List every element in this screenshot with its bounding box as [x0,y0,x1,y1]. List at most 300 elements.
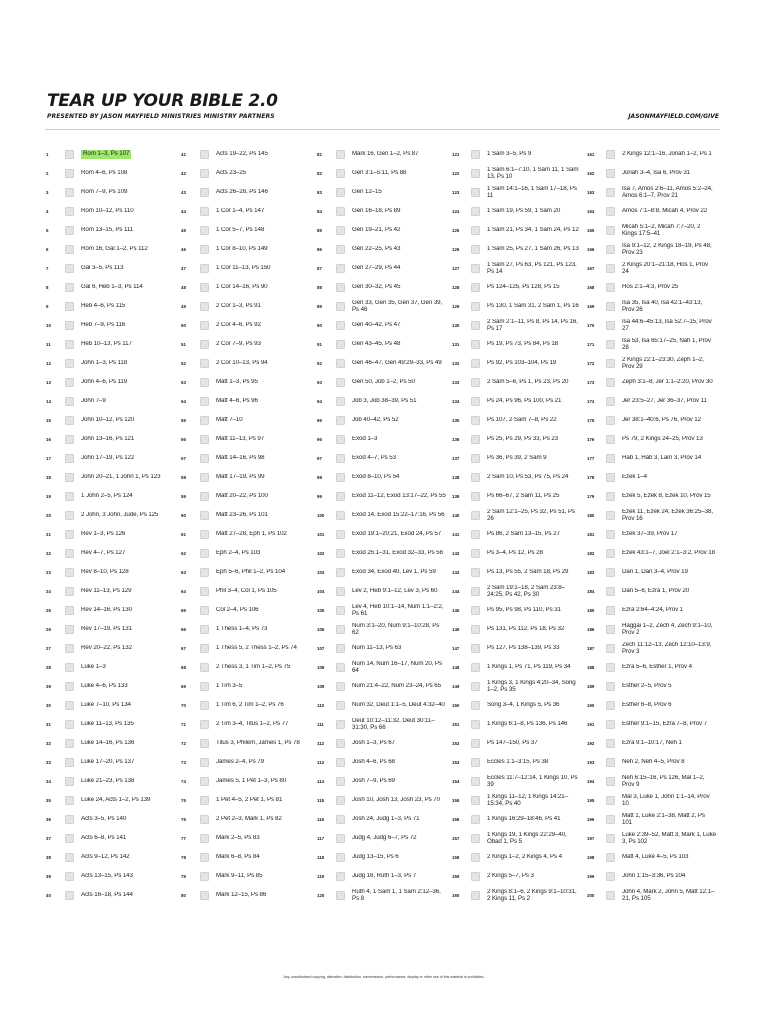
day-checkbox[interactable] [471,264,480,273]
day-checkbox[interactable] [606,568,615,577]
day-checkbox[interactable] [336,283,345,292]
day-checkbox[interactable] [471,891,480,900]
day-checkbox[interactable] [606,188,615,197]
day-checkbox[interactable] [200,625,209,634]
day-checkbox[interactable] [471,739,480,748]
day-checkbox[interactable] [200,777,209,786]
day-checkbox[interactable] [65,834,74,843]
day-checkbox[interactable] [200,511,209,520]
day-checkbox[interactable] [65,245,74,254]
day-checkbox[interactable] [471,188,480,197]
day-checkbox[interactable] [65,758,74,767]
day-checkbox[interactable] [606,378,615,387]
day-checkbox[interactable] [200,492,209,501]
reading-day-row [180,791,314,810]
day-checkbox[interactable] [471,492,480,501]
reading-day-row [316,392,450,411]
reading-text: Micah 5:1–2, Micah 7:7–20, 2 Kings 17:5–41 [622,223,701,237]
day-checkbox[interactable] [336,644,345,653]
day-checkbox[interactable] [65,701,74,710]
day-checkbox[interactable] [65,283,74,292]
reading-day-row [586,411,720,430]
day-number: 25 [46,608,51,613]
day-checkbox[interactable] [336,872,345,881]
day-checkbox[interactable] [200,530,209,539]
reading-column [451,145,585,905]
day-checkbox[interactable] [606,207,615,216]
day-checkbox[interactable] [65,777,74,786]
day-checkbox[interactable] [606,739,615,748]
day-checkbox[interactable] [336,701,345,710]
reading-day-row [451,373,585,392]
day-checkbox[interactable] [200,796,209,805]
day-checkbox[interactable] [471,169,480,178]
day-checkbox[interactable] [336,264,345,273]
day-checkbox[interactable] [65,872,74,881]
day-checkbox[interactable] [200,587,209,596]
day-checkbox[interactable] [200,321,209,330]
day-checkbox[interactable] [336,549,345,558]
day-checkbox[interactable] [200,568,209,577]
day-checkbox[interactable] [606,815,615,824]
day-checkbox[interactable] [606,397,615,406]
reading-day-row [451,867,585,886]
reading-text: Rom 13–15, Ps 111 [81,227,134,234]
day-checkbox[interactable] [336,758,345,767]
day-number: 116 [317,817,325,822]
day-number: 105 [317,608,325,613]
day-checkbox[interactable] [471,302,480,311]
day-checkbox[interactable] [200,701,209,710]
day-checkbox[interactable] [471,150,480,159]
day-checkbox[interactable] [200,302,209,311]
day-checkbox[interactable] [65,340,74,349]
day-number: 66 [181,627,186,632]
day-number: 121 [452,152,460,157]
day-checkbox[interactable] [65,853,74,862]
reading-text: Gen 43–45, Ps 48 [352,341,401,348]
reading-text: Ps 92, Ps 103–104, Ps 19 [487,360,557,367]
day-number: 181 [587,532,595,537]
day-number: 194 [587,779,595,784]
reading-day-row [586,810,720,829]
reading-day-row [586,259,720,278]
day-number: 23 [46,570,51,575]
day-checkbox[interactable] [200,226,209,235]
reading-day-row [316,734,450,753]
day-number: 193 [587,760,595,765]
day-checkbox[interactable] [471,568,480,577]
reading-day-row [45,544,179,563]
reading-day-row [451,335,585,354]
day-checkbox[interactable] [65,207,74,216]
day-checkbox[interactable] [65,321,74,330]
day-number: 56 [181,437,186,442]
day-checkbox[interactable] [606,777,615,786]
day-number: 133 [452,380,460,385]
day-checkbox[interactable] [471,530,480,539]
reading-day-row [316,506,450,525]
reading-day-row [180,658,314,677]
reading-text: 1 Cor 14–16, Ps 90 [216,284,268,291]
day-checkbox[interactable] [336,378,345,387]
day-checkbox[interactable] [200,549,209,558]
day-checkbox[interactable] [200,682,209,691]
day-checkbox[interactable] [336,777,345,786]
day-checkbox[interactable] [606,891,615,900]
day-checkbox[interactable] [200,606,209,615]
day-checkbox[interactable] [200,720,209,729]
day-checkbox[interactable] [471,758,480,767]
day-checkbox[interactable] [65,397,74,406]
day-number: 75 [181,798,186,803]
day-checkbox[interactable] [471,473,480,482]
reading-day-row [45,278,179,297]
day-checkbox[interactable] [336,188,345,197]
day-checkbox[interactable] [65,644,74,653]
day-checkbox[interactable] [65,511,74,520]
day-checkbox[interactable] [606,340,615,349]
day-checkbox[interactable] [336,340,345,349]
day-checkbox[interactable] [65,682,74,691]
day-checkbox[interactable] [200,853,209,862]
day-checkbox[interactable] [336,739,345,748]
day-checkbox[interactable] [471,834,480,843]
day-checkbox[interactable] [200,815,209,824]
day-number: 140 [452,513,460,518]
day-checkbox[interactable] [200,644,209,653]
reading-day-row [586,202,720,221]
reading-day-row [316,373,450,392]
day-number: 15 [46,418,51,423]
day-checkbox[interactable] [200,872,209,881]
reading-day-row [45,848,179,867]
day-checkbox[interactable] [65,302,74,311]
day-number: 173 [587,380,595,385]
day-checkbox[interactable] [200,188,209,197]
day-checkbox[interactable] [65,226,74,235]
day-checkbox[interactable] [336,530,345,539]
day-checkbox[interactable] [336,587,345,596]
day-checkbox[interactable] [606,625,615,634]
day-checkbox[interactable] [200,397,209,406]
day-checkbox[interactable] [471,815,480,824]
reading-day-row [180,696,314,715]
day-checkbox[interactable] [65,435,74,444]
day-checkbox[interactable] [471,378,480,387]
day-checkbox[interactable] [336,625,345,634]
day-number: 8 [46,285,49,290]
reading-text: Esther 2–5, Prov 5 [622,683,672,690]
day-number: 31 [46,722,51,727]
day-checkbox[interactable] [200,416,209,425]
day-checkbox[interactable] [606,511,615,520]
reading-text: Matt 20–22, Ps 100 [216,493,268,500]
day-checkbox[interactable] [471,549,480,558]
day-checkbox[interactable] [336,302,345,311]
day-checkbox[interactable] [65,606,74,615]
day-checkbox[interactable] [606,473,615,482]
day-checkbox[interactable] [65,587,74,596]
day-checkbox[interactable] [65,720,74,729]
day-checkbox[interactable] [200,663,209,672]
day-checkbox[interactable] [336,853,345,862]
day-number: 50 [181,323,186,328]
day-checkbox[interactable] [471,454,480,463]
reading-day-row [316,791,450,810]
day-checkbox[interactable] [471,606,480,615]
day-checkbox[interactable] [471,397,480,406]
day-number: 159 [452,874,460,879]
reading-day-row [586,240,720,259]
day-checkbox[interactable] [336,720,345,729]
day-checkbox[interactable] [336,682,345,691]
day-checkbox[interactable] [65,264,74,273]
day-checkbox[interactable] [606,454,615,463]
reading-text: Exod 14, Exod 15:22–17:16, Ps 56 [352,512,445,519]
reading-text: Ezra 5–6, Esther 1, Prov 4 [622,664,692,671]
day-checkbox[interactable] [471,321,480,330]
reading-day-row [45,791,179,810]
day-checkbox[interactable] [65,416,74,425]
day-number: 36 [46,817,51,822]
day-checkbox[interactable] [336,568,345,577]
reading-text: Neh 2, Neh 4–5, Prov 8 [622,759,685,766]
reading-text: 1 Cor 11–13, Ps 150 [216,265,271,272]
day-checkbox[interactable] [336,169,345,178]
day-checkbox[interactable] [65,891,74,900]
day-number: 170 [587,323,595,328]
day-number: 152 [452,741,460,746]
day-checkbox[interactable] [65,473,74,482]
day-checkbox[interactable] [65,568,74,577]
reading-day-row [45,886,179,905]
day-checkbox[interactable] [606,226,615,235]
day-checkbox[interactable] [471,587,480,596]
day-checkbox[interactable] [606,283,615,292]
day-checkbox[interactable] [606,302,615,311]
day-checkbox[interactable] [606,264,615,273]
day-checkbox[interactable] [471,359,480,368]
day-checkbox[interactable] [200,169,209,178]
day-checkbox[interactable] [336,834,345,843]
day-checkbox[interactable] [336,397,345,406]
day-checkbox[interactable] [471,245,480,254]
day-checkbox[interactable] [606,872,615,881]
day-checkbox[interactable] [200,340,209,349]
day-checkbox[interactable] [471,720,480,729]
day-checkbox[interactable] [606,663,615,672]
day-checkbox[interactable] [471,682,480,691]
reading-day-row [586,829,720,848]
reading-text: John 10–12, Ps 120 [81,417,135,424]
day-checkbox[interactable] [336,663,345,672]
reading-day-row [586,145,720,164]
day-checkbox[interactable] [200,207,209,216]
day-checkbox[interactable] [200,264,209,273]
day-checkbox[interactable] [200,834,209,843]
day-checkbox[interactable] [606,644,615,653]
day-checkbox[interactable] [471,226,480,235]
day-checkbox[interactable] [65,492,74,501]
day-checkbox[interactable] [200,758,209,767]
day-checkbox[interactable] [606,758,615,767]
reading-text: John 17–19, Ps 122 [81,455,135,462]
day-checkbox[interactable] [471,625,480,634]
day-checkbox[interactable] [471,435,480,444]
day-checkbox[interactable] [471,853,480,862]
day-checkbox[interactable] [200,435,209,444]
day-checkbox[interactable] [336,606,345,615]
day-checkbox[interactable] [471,777,480,786]
day-number: 169 [587,304,595,309]
day-checkbox[interactable] [336,416,345,425]
reading-text: 2 Sam 2:1–11, Ps 8, Ps 14, Ps 16, Ps 17 [487,318,578,332]
reading-text: Dan 1, Dan 3–4, Prov 19 [622,569,688,576]
day-checkbox[interactable] [606,853,615,862]
day-checkbox[interactable] [336,359,345,368]
day-checkbox[interactable] [336,511,345,520]
day-checkbox[interactable] [471,872,480,881]
reading-day-row [586,430,720,449]
day-checkbox[interactable] [606,492,615,501]
day-checkbox[interactable] [606,834,615,843]
day-checkbox[interactable] [65,815,74,824]
day-checkbox[interactable] [606,169,615,178]
reading-day-row [180,886,314,905]
reading-text: 2 Sam 19:1–18, 2 Sam 23:8–24:25, Ps 42, Ps 30 [487,584,565,598]
day-checkbox[interactable] [65,549,74,558]
reading-day-row [586,506,720,525]
reading-text: Ps 127, Ps 138–139, Ps 33 [487,645,560,652]
day-checkbox[interactable] [336,321,345,330]
day-number: 82 [317,171,322,176]
day-checkbox[interactable] [65,663,74,672]
day-checkbox[interactable] [65,796,74,805]
day-checkbox[interactable] [336,492,345,501]
day-checkbox[interactable] [336,891,345,900]
day-checkbox[interactable] [471,511,480,520]
day-checkbox[interactable] [606,796,615,805]
day-checkbox[interactable] [200,473,209,482]
day-number: 78 [181,855,186,860]
day-number: 59 [181,494,186,499]
reading-text: Matt 27–28, Eph 1, Ps 102 [216,531,287,538]
day-checkbox[interactable] [65,530,74,539]
day-checkbox[interactable] [200,359,209,368]
day-number: 79 [181,874,186,879]
day-checkbox[interactable] [65,625,74,634]
day-checkbox[interactable] [200,283,209,292]
day-checkbox[interactable] [606,606,615,615]
reading-day-row [451,639,585,658]
day-checkbox[interactable] [336,435,345,444]
reading-day-row [586,335,720,354]
reading-day-row [45,468,179,487]
give-link[interactable]: JASONMAYFIELD.COM/GIVE [628,113,719,120]
day-checkbox[interactable] [606,682,615,691]
day-checkbox[interactable] [200,454,209,463]
day-checkbox[interactable] [65,378,74,387]
reading-text: Jer 23:5–27, Jer 36–37, Prov 11 [622,398,707,405]
day-checkbox[interactable] [65,359,74,368]
day-checkbox[interactable] [606,321,615,330]
day-checkbox[interactable] [606,245,615,254]
day-checkbox[interactable] [200,245,209,254]
day-checkbox[interactable] [200,891,209,900]
reading-text: Luke 7–10, Ps 134 [81,702,131,709]
day-checkbox[interactable] [336,226,345,235]
day-checkbox[interactable] [65,454,74,463]
day-number: 189 [587,684,595,689]
day-checkbox[interactable] [336,454,345,463]
reading-text: Ps 19, Ps 73, Ps 84, Ps 18 [487,341,559,348]
day-checkbox[interactable] [606,435,615,444]
day-number: 179 [587,494,595,499]
reading-text: Neh 6:15–16, Ps 126, Mal 1–2, Prov 9 [622,774,705,788]
day-checkbox[interactable] [336,473,345,482]
day-checkbox[interactable] [606,150,615,159]
reading-text: Gen 50, Job 1–2, Ps 50 [352,379,415,386]
day-checkbox[interactable] [471,663,480,672]
reading-text: Ps 86, 2 Sam 13–15, Ps 27 [487,531,560,538]
reading-text: 1 Sam 14:1–16, 1 Sam 17–18, Ps 11 [487,185,577,199]
day-checkbox[interactable] [606,530,615,539]
reading-text: Judg 16, Ruth 1–3, Ps 7 [352,873,417,880]
day-checkbox[interactable] [65,739,74,748]
reading-day-row [45,316,179,335]
day-number: 180 [587,513,595,518]
day-number: 10 [46,323,51,328]
day-checkbox[interactable] [336,207,345,216]
day-checkbox[interactable] [606,587,615,596]
reading-text: Eph 2–4, Ps 103 [216,550,261,557]
day-checkbox[interactable] [606,720,615,729]
day-number: 93 [317,380,322,385]
day-checkbox[interactable] [471,701,480,710]
day-checkbox[interactable] [471,207,480,216]
day-checkbox[interactable] [200,378,209,387]
day-number: 198 [587,855,595,860]
day-checkbox[interactable] [606,416,615,425]
reading-text: 1 Sam 19, Ps 59, 1 Sam 20 [487,208,561,215]
day-checkbox[interactable] [471,416,480,425]
day-checkbox[interactable] [471,283,480,292]
day-number: 130 [452,323,460,328]
reading-day-row [451,677,585,696]
day-checkbox[interactable] [336,796,345,805]
day-checkbox[interactable] [336,150,345,159]
day-checkbox[interactable] [606,549,615,558]
day-number: 139 [452,494,460,499]
day-checkbox[interactable] [336,815,345,824]
day-checkbox[interactable] [200,150,209,159]
reading-text: 1 Kings 16:29–18:46, Ps 41 [487,816,561,823]
day-checkbox[interactable] [336,245,345,254]
day-checkbox[interactable] [471,796,480,805]
day-checkbox[interactable] [65,188,74,197]
day-checkbox[interactable] [471,644,480,653]
day-checkbox[interactable] [471,340,480,349]
day-checkbox[interactable] [606,359,615,368]
reading-text: Ps 36, Ps 39, 2 Sam 9 [487,455,547,462]
day-checkbox[interactable] [65,150,74,159]
day-checkbox[interactable] [606,701,615,710]
day-checkbox[interactable] [65,169,74,178]
reading-day-row [316,487,450,506]
day-number: 172 [587,361,595,366]
day-checkbox[interactable] [200,739,209,748]
